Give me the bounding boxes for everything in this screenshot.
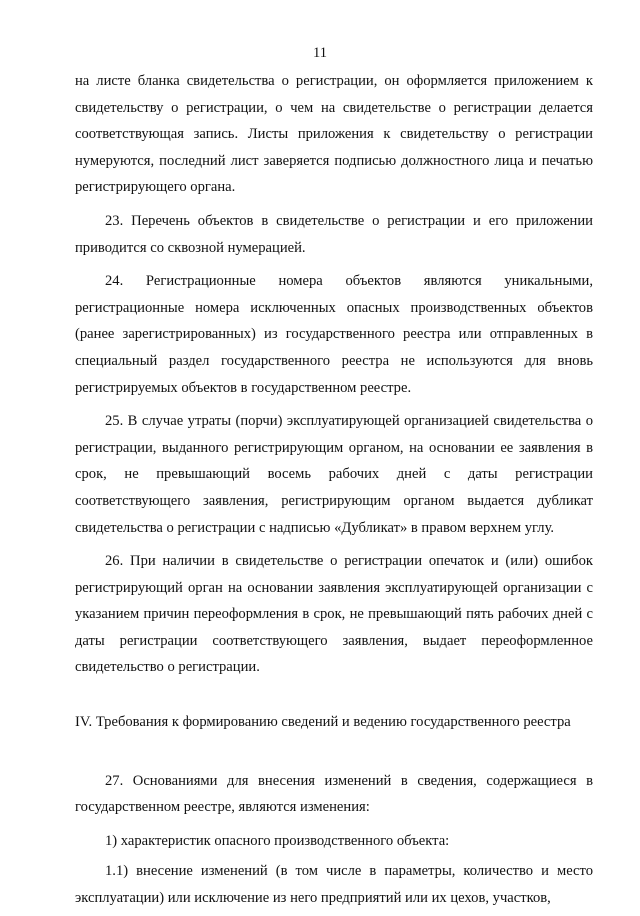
list-item-1: 1) характеристик опасного производственного объекта: [105, 832, 450, 849]
paragraph-25: 25. В случае утраты (порчи) эксплуатирующей организацией свидетельства о регистрации, выданного регистрирующим органом, на основании ее заявления в срок, не превышающий восемь рабочих дней с даты регистрации соответствующего заявления, регистрирующим органом выдается дубликат свидетельства о регистрации с надписью «Дубликат» в правом верхнем углу. [75, 413, 593, 536]
paragraph-continuation: на листе бланка свидетельства о регистрации, он оформляется приложением к свидетельству о регистрации, о чем на свидетельстве о регистрации делается соответствующая запись. Листы приложения к свидетельству о регистрации нумеруются, последний лист заверяется подписью должностного лица и печатью регистрирующего органа. [75, 73, 593, 196]
paragraph-23: 23. Перечень объектов в свидетельстве о регистрации и его приложении приводится со сквозной нумерацией. [75, 212, 593, 256]
section-heading: IV. Требования к формированию сведений и ведению государственного реестра [75, 714, 571, 731]
paragraph-27: 27. Основаниями для внесения изменений в сведения, содержащиеся в государственном реестре, являются изменения: [75, 772, 593, 816]
page-number: 11 [313, 45, 327, 61]
document-body [75, 68, 593, 916]
paragraph-26: 26. При наличии в свидетельстве о регистрации опечаток и (или) ошибок регистрирующий орган на основании заявления эксплуатирующей организации с указанием причин переоформления в срок, не превышающий пять рабочих дней с даты регистрации соответствующего заявления, выдает переоформленное свидетельство о регистрации. [75, 553, 593, 676]
list-item-1-1: 1.1) внесение изменений (в том числе в параметры, количество и место эксплуатации) или исключение из него предприятий или их цехов, участков, [75, 863, 593, 907]
paragraph-24: 24. Регистрационные номера объектов являются уникальными, регистрационные номера исключенных опасных производственных объектов (ранее зарегистрированных) из государственного реестра или отправленных в специальный раздел государственного реестра не используются для вновь регистрируемых объектов в государственном реестре. [75, 273, 593, 396]
